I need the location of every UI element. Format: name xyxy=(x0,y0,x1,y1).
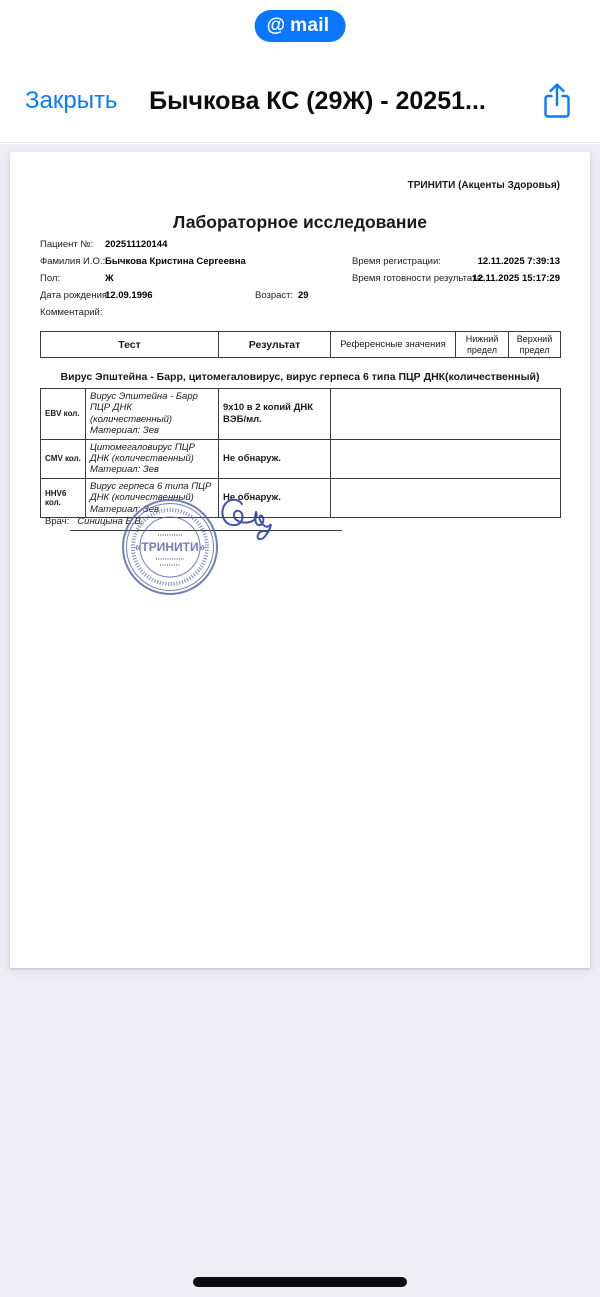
table-row-ebv xyxy=(41,389,561,440)
mail-logo[interactable] xyxy=(255,10,346,42)
registration-time-value: 12.11.2025 7:39:13 xyxy=(477,256,560,267)
test-result: Не обнаруж. xyxy=(219,478,331,517)
ready-time-value: 12.11.2025 15:17:29 xyxy=(472,273,560,284)
registration-time-label: Время регистрации: xyxy=(352,256,441,267)
home-indicator[interactable] xyxy=(193,1277,407,1287)
top-bar xyxy=(0,0,600,143)
patient-comment-row xyxy=(40,307,102,321)
test-reference xyxy=(331,439,561,478)
test-description xyxy=(86,439,219,478)
close-button[interactable]: Закрыть xyxy=(25,87,118,114)
patient-birth-value: 12.09.1996 xyxy=(105,290,153,301)
mail-logo-label: mail xyxy=(290,15,330,36)
lab-report-page xyxy=(10,152,590,968)
registration-time-row xyxy=(352,256,560,270)
patient-sex-value: Ж xyxy=(105,273,114,284)
patient-age-label: Возраст: xyxy=(255,290,294,301)
test-result: Не обнаруж. xyxy=(219,439,331,478)
test-code: CMV кол. xyxy=(41,439,86,478)
test-name: Вирус герпеса 6 типа ПЦР ДНК (количественный) xyxy=(90,480,212,504)
share-icon xyxy=(541,82,573,120)
patient-name-row xyxy=(40,256,246,270)
test-name: Цитомегаловирус ПЦР ДНК (количественный) xyxy=(90,441,195,464)
patient-sex-row xyxy=(40,273,114,287)
doctor-signature xyxy=(198,494,294,546)
col-header-reference: Референсные значения xyxy=(331,332,456,358)
test-material: Материал: Зев xyxy=(90,503,159,515)
patient-sex-label: Пол: xyxy=(40,273,61,284)
share-button[interactable] xyxy=(541,82,573,120)
at-sign-icon: @ xyxy=(266,14,286,36)
stamp-text: «ТРИНИТИ» xyxy=(134,540,206,554)
patient-name-label: Фамилия И.О.: xyxy=(40,256,106,267)
col-header-upper-limit: Верхний предел xyxy=(509,332,561,358)
col-header-result: Результат xyxy=(219,332,331,358)
report-title: Лабораторное исследование xyxy=(173,212,427,232)
patient-birth-label: Дата рождения: xyxy=(40,290,110,301)
test-result: 9х10 в 2 копий ДНК ВЭБ/мл. xyxy=(219,389,331,440)
ready-time-row xyxy=(352,273,560,287)
test-material: Материал: Зев xyxy=(90,464,159,476)
results-table-header xyxy=(40,331,561,358)
col-header-test: Тест xyxy=(41,332,219,358)
doctor-label: Врач: xyxy=(45,516,70,527)
patient-birth-row xyxy=(40,290,309,304)
patient-number-label: Пациент №: xyxy=(40,239,94,250)
test-material: Материал: Зев xyxy=(90,425,159,437)
patient-age-value: 29 xyxy=(298,290,309,301)
test-reference xyxy=(331,389,561,440)
patient-name-value: Бычкова Кристина Сергеевна xyxy=(105,256,246,267)
document-title: Бычкова КС (29Ж) - 20251... xyxy=(149,86,486,115)
test-code: HHV6 кол. xyxy=(41,478,86,517)
clinic-name: ТРИНИТИ (Акценты Здоровья) xyxy=(407,180,560,191)
patient-number-row xyxy=(40,239,168,253)
col-header-lower-limit: Нижний предел xyxy=(456,332,509,358)
test-reference xyxy=(331,478,561,517)
document-viewer[interactable] xyxy=(0,144,600,1297)
results-table xyxy=(40,388,561,518)
test-description xyxy=(86,389,219,440)
test-group-title: Вирус Эпштейна - Барр, цитомегаловирус, вирус герпеса 6 типа ПЦР ДНК(количественный) xyxy=(60,371,540,383)
patient-comment-label: Комментарий: xyxy=(40,307,103,318)
test-code: EBV кол. xyxy=(41,389,86,440)
doctor-name: Синицына Е.В. xyxy=(77,516,144,527)
patient-number-value: 202511120144 xyxy=(105,239,168,250)
table-row-cmv xyxy=(41,439,561,478)
table-row-hhv6 xyxy=(41,478,561,517)
test-name: Вирус Эпштейна - Барр ПЦР ДНК (количественный) xyxy=(90,391,198,425)
navigation-bar xyxy=(0,76,600,126)
ready-time-label: Время готовности результата: xyxy=(352,273,485,284)
